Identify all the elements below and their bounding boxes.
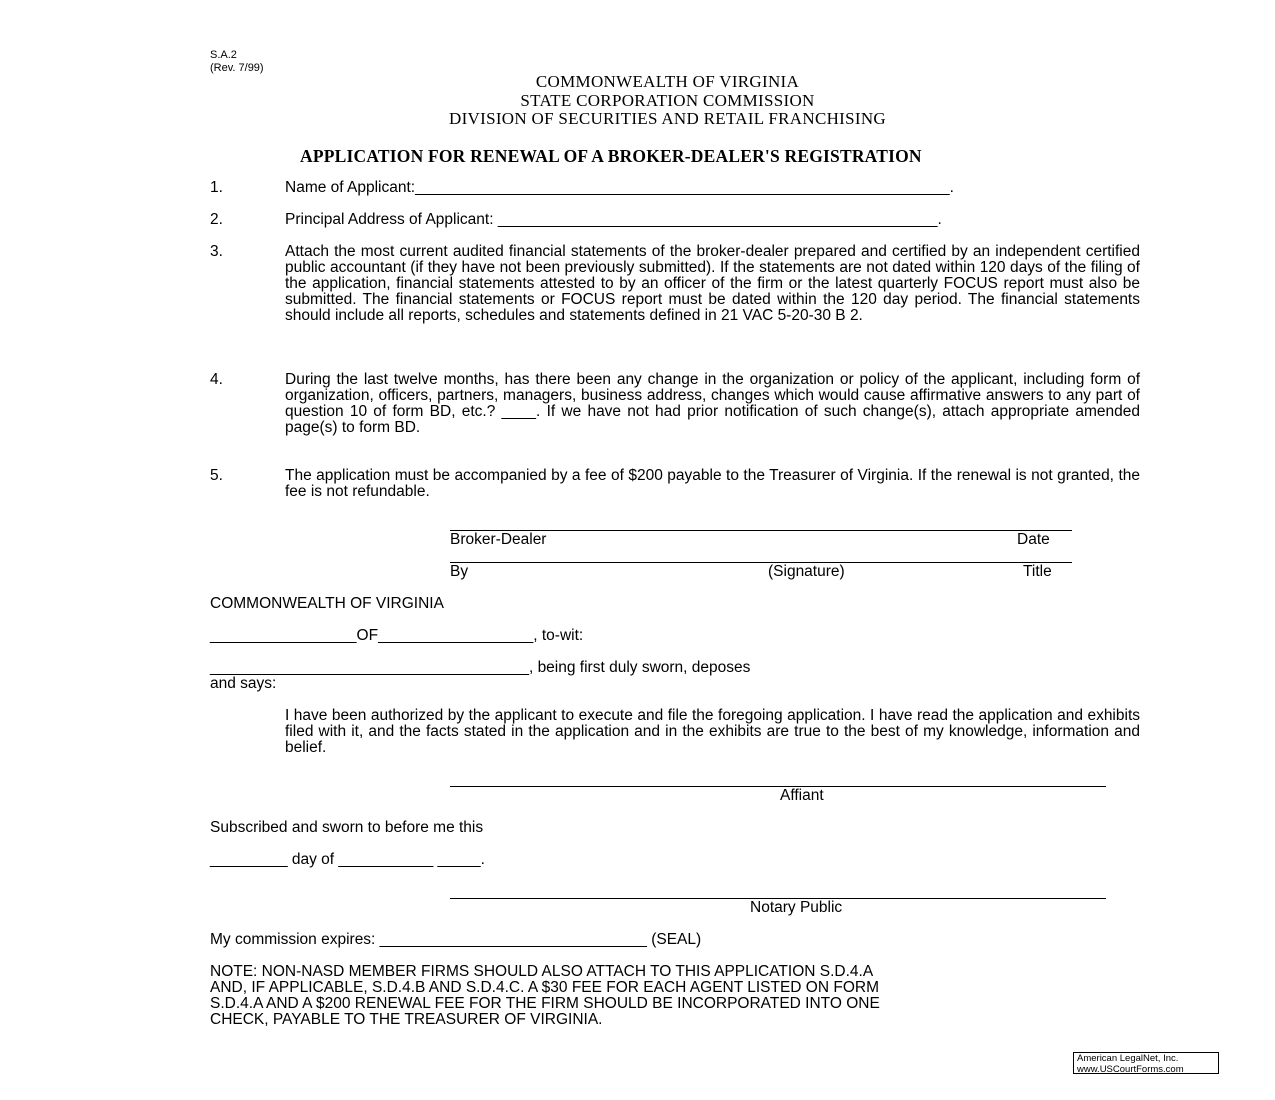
item-number: 5. [210,467,223,484]
publisher-name: American LegalNet, Inc. [1077,1053,1179,1064]
and-says: and says: [210,675,277,692]
item-text: Principal Address of Applicant: ___________________________________________________. [285,211,942,228]
item-number: 4. [210,371,223,388]
oath-statement-text: I have been authorized by the applicant to execute and file the foregoing application. I have read the application and exhibits filed with it, and the facts stated in the application and in the exhibits are true to the best of my knowledge, information and belief. [285,707,1140,756]
broker-dealer-label: Broker-Dealer [450,531,547,548]
affiant-label: Affiant [780,787,824,804]
by-signature-line [450,562,1072,563]
title-label: Title [1023,563,1052,580]
header-line-2: STATE CORPORATION COMMISSION [520,91,815,110]
note-line-4: CHECK, PAYABLE TO THE TREASURER OF VIRGINIA. [210,1011,603,1028]
document-title: APPLICATION FOR RENEWAL OF A BROKER-DEALER'S REGISTRATION [300,146,922,166]
item-number: 3. [210,243,223,260]
by-label: By [450,563,469,580]
note-line-3: S.D.4.A AND A $200 RENEWAL FEE FOR THE FIRM SHOULD BE INCORPORATED INTO ONE [210,995,880,1012]
oath-state: COMMONWEALTH OF VIRGINIA [210,595,444,612]
header-line-1: COMMONWEALTH OF VIRGINIA [535,72,800,91]
commission-expires: My commission expires: _______________________________ (SEAL) [210,931,702,948]
affiant-signature-line [450,786,1106,787]
item-number: 1. [210,179,223,196]
header-line-3: DIVISION OF SECURITIES AND RETAIL FRANCHISING [449,109,886,128]
subscribed-text: Subscribed and sworn to before me this [210,819,484,836]
item-text: The application must be accompanied by a fee of $200 payable to the Treasurer of Virginia. If the renewal is not granted, the fee is not refundable. [285,467,1140,500]
signature-label: (Signature) [768,563,845,580]
form-revision: (Rev. 7/99) [210,62,264,74]
sworn-line: _____________________________________, being first duly sworn, deposes [210,659,751,676]
note-line-2: AND, IF APPLICABLE, S.D.4.B AND S.D.4.C. A $30 FEE FOR EACH AGENT LISTED ON FORM [210,979,879,996]
item-text: Attach the most current audited financial statements of the broker-dealer prepared and certified by an independent certified public accountant (if they have not been previously submitted). If the statements are not dated within 120 days of the filing of the application, financial statements attested to by an officer of the firm or the latest quarterly FOCUS report must also be submitted. The financial statements or FOCUS report must be dated within the 120 day period. The financial statements should include all reports, schedules and statements defined in 21 VAC 5-20-30 B 2. [285,243,1140,324]
note-line-1: NOTE: NON-NASD MEMBER FIRMS SHOULD ALSO ATTACH TO THIS APPLICATION S.D.4.A [210,963,874,980]
item-text: During the last twelve months, has there been any change in the organization or policy of the applicant, including form of organization, officers, partners, managers, business address, changes which would cause affirmative answers to any part of question 10 of form BD, etc.? ____. If we have not had prior notification of such change(s), attach appropriate amended page(s) to form BD. [285,371,1140,436]
publisher-badge [1073,1052,1219,1074]
date-label: Date [1017,531,1050,548]
publisher-website: www.USCourtForms.com [1077,1063,1184,1075]
form-number: S.A.2 [210,49,237,61]
day-line: _________ day of ___________ _____. [210,851,485,868]
item-text: Name of Applicant:______________________________________________________________. [285,179,954,196]
item-number: 2. [210,211,223,228]
county-line: _________________OF__________________, to-wit: [210,627,584,644]
notary-public-label: Notary Public [750,899,843,916]
